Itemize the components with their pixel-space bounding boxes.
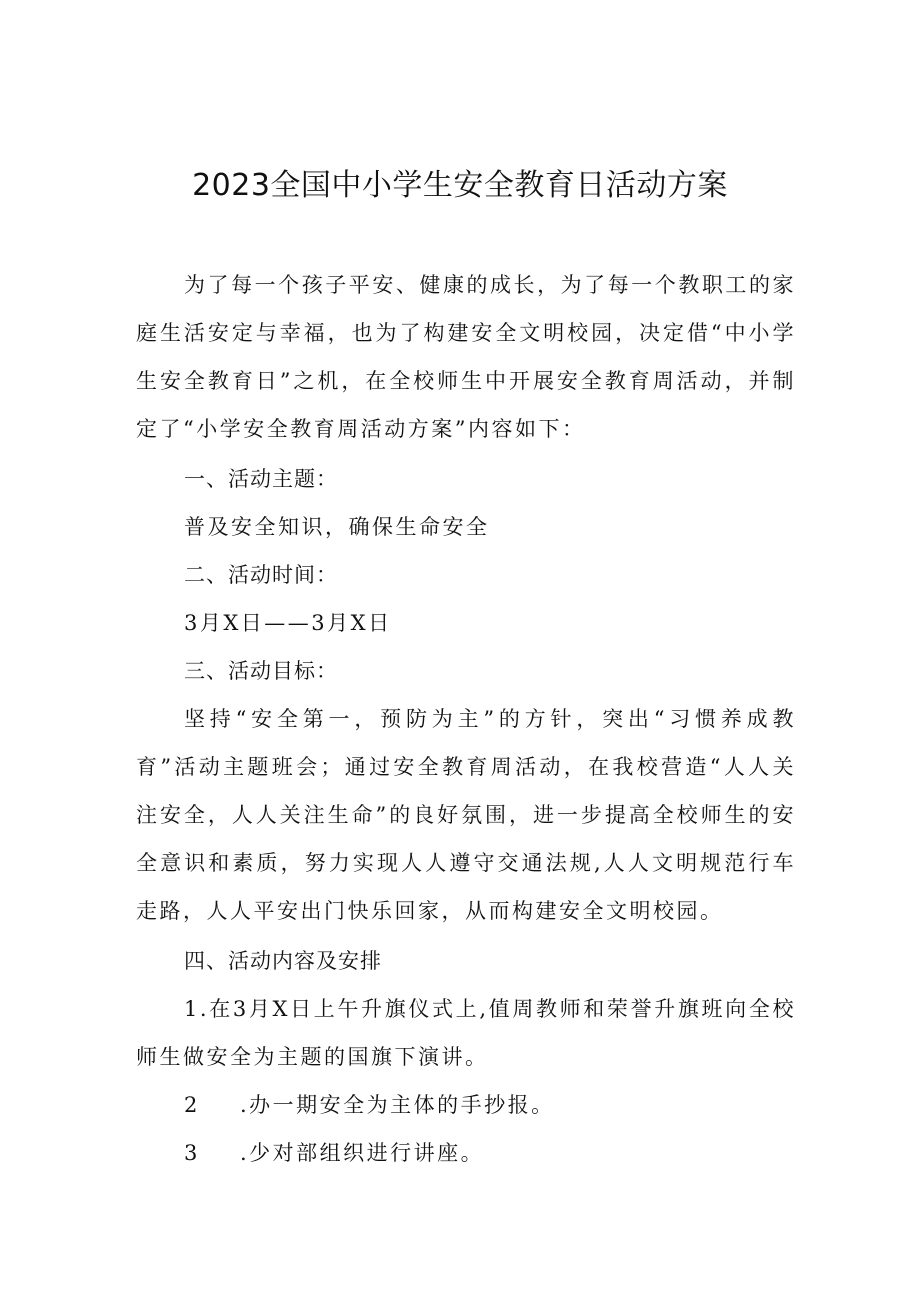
section-heading-theme: 一、活动主题：: [184, 467, 338, 491]
theme-text: 普及安全知识，确保生命安全: [184, 515, 490, 539]
list-item-text: .少对部组织进行讲座。: [240, 1141, 485, 1165]
section-heading-time: 二、活动时间：: [184, 563, 338, 587]
document-title: 2023全国中小学生安全教育日活动方案: [192, 168, 728, 203]
list-item-text: .办一期安全为主体的手抄报。: [240, 1093, 555, 1117]
document-body: [136, 261, 796, 1177]
list-item: [136, 1129, 796, 1177]
time-text: 3月X日——3月X日: [184, 611, 392, 635]
list-item-number: 2: [184, 1093, 200, 1117]
list-item: [136, 985, 796, 1081]
list-item: [136, 1081, 796, 1129]
goal-paragraph: 坚持“安全第一，预防为主”的方针，突出“习惯养成教育”活动主题班会；通过安全教育周活动，在我校营造“人人关注安全，人人关注生命”的良好氛围，进一步提高全校师生的安全意识和素质，努力实现人人遵守交通法规,人人文明规范行车走路，人人平安出门快乐回家，从而构建安全文明校园。: [136, 707, 796, 923]
list-item-number: 1: [184, 997, 200, 1021]
list-item-number: 3: [184, 1141, 200, 1165]
section-heading-goal: 三、活动目标：: [184, 659, 338, 683]
section-heading-content: 四、活动内容及安排: [184, 949, 382, 973]
intro-paragraph: 为了每一个孩子平安、健康的成长，为了每一个教职工的家庭生活安定与幸福，也为了构建安全文明校园，决定借“中小学生安全教育日”之机，在全校师生中开展安全教育周活动，并制定了“小学安全教育周活动方案”内容如下：: [136, 273, 796, 441]
list-item-text: .在3月X日上午升旗仪式上,值周教师和荣誉升旗班向全校师生做安全为主题的国旗下演讲。: [136, 997, 796, 1069]
